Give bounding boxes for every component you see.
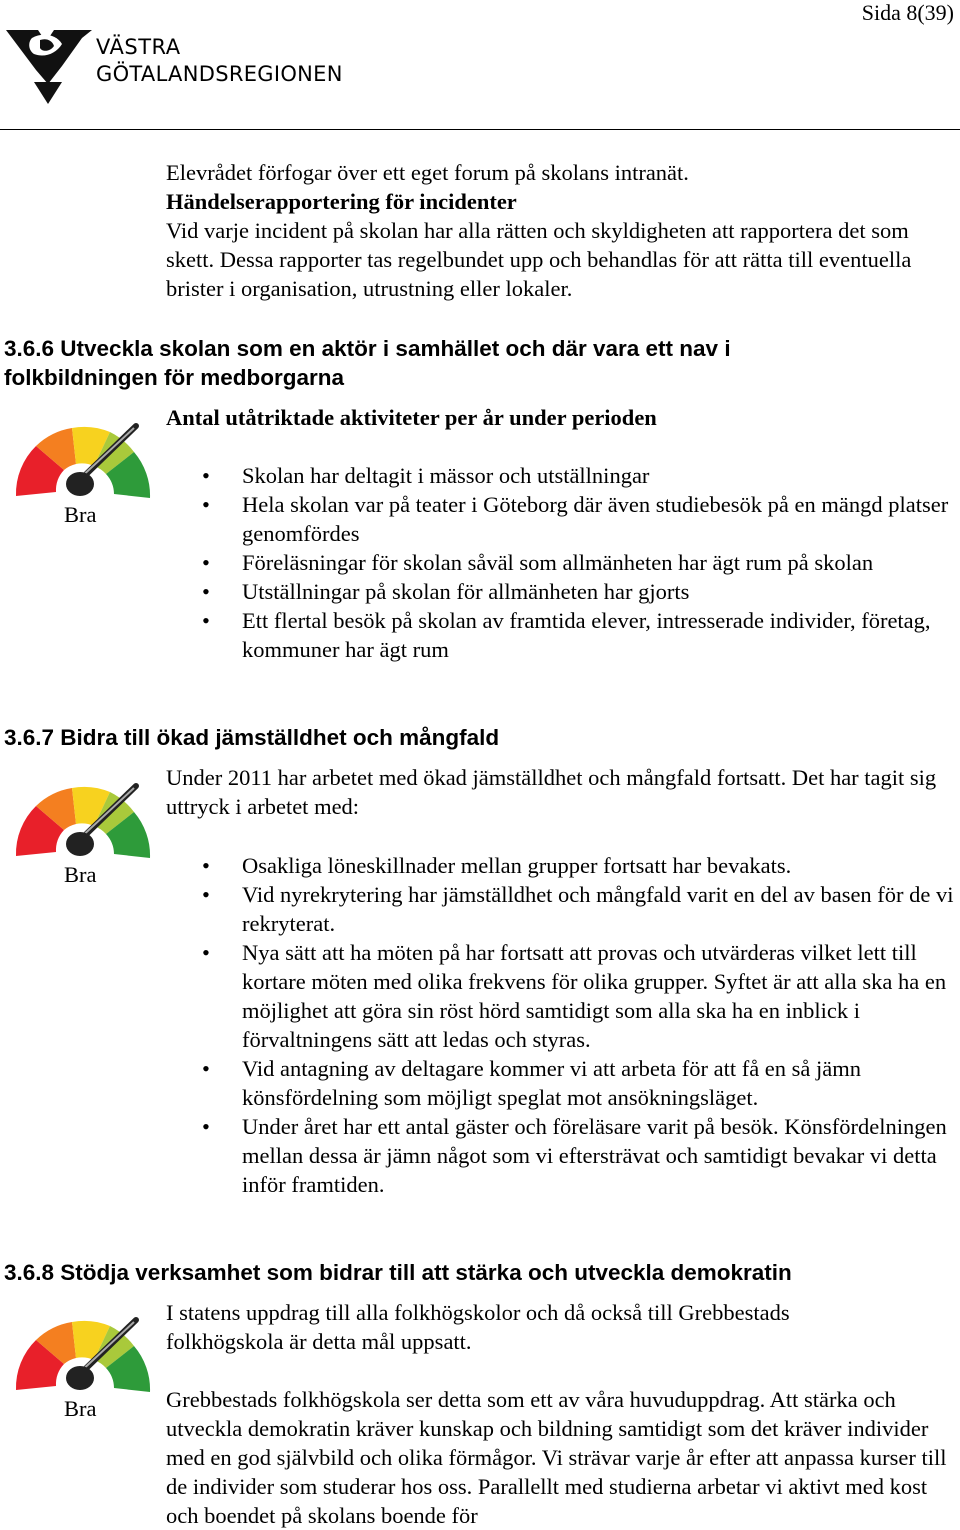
intro-paragraph: Vid varje incident på skolan har alla rätten och skyldigheten att rapportera det som skett. Dessa rapporter tas regelbundet upp och behandlas för att rätta till eventuella brister i organisation, utrustning eller lokaler.	[166, 218, 912, 301]
list-item: • Utställningar på skolan för allmänheten har gjorts	[166, 577, 956, 606]
bullet-list-3-6-7	[166, 851, 956, 1199]
vgr-logo-icon	[4, 24, 94, 106]
list-item: • Hela skolan var på teater i Göteborg där även studiebesök på en mängd platser genomfördes	[166, 490, 956, 548]
section-lead-3-6-6: Antal utåtriktade aktiviteter per år under perioden	[166, 405, 657, 430]
section-heading-3-6-8: 3.6.8 Stödja verksamhet som bidrar till att stärka och utveckla demokratin	[4, 1260, 792, 1285]
vgr-logo	[4, 24, 388, 106]
gauge-label: Bra	[64, 862, 97, 887]
list-item: • Skolan har deltagit i mässor och utställningar	[166, 461, 956, 490]
bullet-list-3-6-6	[166, 461, 956, 664]
intro-line: Elevrådet förfogar över ett eget forum på skolans intranät.	[166, 160, 689, 185]
gauge-icon	[10, 408, 156, 508]
section-lead-3-6-7: Under 2011 har arbetet med ökad jämställdhet och mångfald fortsatt. Det har tagit sig uttryck i arbetet med:	[166, 765, 937, 819]
list-item: • Föreläsningar för skolan såväl som allmänheten har ägt rum på skolan	[166, 548, 956, 577]
section-heading-3-6-7: 3.6.7 Bidra till ökad jämställdhet och mångfald	[4, 725, 500, 750]
gauge-label: Bra	[64, 502, 97, 527]
logo-text-line1: VÄSTRA	[96, 35, 181, 59]
section-lead-3-6-8: I statens uppdrag till alla folkhögskolor och då också till Grebbestads folkhögskola är detta mål uppsatt.	[166, 1300, 790, 1354]
list-item: • Ett flertal besök på skolan av framtida elever, intresserade individer, företag, kommuner har ägt rum	[166, 606, 956, 664]
section-heading-3-6-6: 3.6.6 Utveckla skolan som en aktör i samhället och där vara ett nav i folkbildningen för medborgarna	[4, 336, 731, 390]
list-item: • Nya sätt att ha möten på har fortsatt att provas och utvärderas vilket lett till kortare möten med olika frekvens för olika grupper. Syftet är att alla ska ha en möjlighet att göra sin röst hörd samtidigt som alla ska ha en inblick i förvaltningens sätt att ledas och styras.	[166, 938, 956, 1054]
list-item: • Vid nyrekrytering har jämställdhet och mångfald varit en del av basen för de vi rekryterat.	[166, 880, 956, 938]
list-item: • Osakliga löneskillnader mellan grupper fortsatt har bevakats.	[166, 851, 956, 880]
gauge-icon	[10, 1302, 156, 1402]
logo-text-line2: GÖTALANDSREGIONEN	[96, 62, 343, 86]
gauge-3-6-7	[10, 768, 156, 894]
section-paragraph-3-6-8: Grebbestads folkhögskola ser detta som ett av våra huvuduppdrag. Att stärka och utveckla demokratin kräver kunskap och bildning samtidigt som det kräver individer med en god självbild och olika förmågor. Vi strävar varje år efter att anpassa kurser till de individer som studerar hos oss. Parallellt med studierna arbetar vi aktivt med kost och boendet på skolans boende för	[166, 1387, 947, 1528]
gauge-label: Bra	[64, 1396, 97, 1421]
list-item: • Vid antagning av deltagare kommer vi att arbeta för att få en så jämn könsfördelning som möjligt speglat mot ansökningsläget.	[166, 1054, 956, 1112]
gauge-3-6-8	[10, 1302, 156, 1428]
header-rule	[0, 129, 960, 130]
intro-subheading: Händelserapportering för incidenter	[166, 189, 517, 214]
page-number: Sida 8(39)	[861, 0, 954, 25]
gauge-icon	[10, 768, 156, 868]
gauge-3-6-6	[10, 408, 156, 534]
list-item: • Under året har ett antal gäster och föreläsare varit på besök. Könsfördelningen mellan dessa är jämn något som vi eftersträvat och samtidigt bevakar vi detta inför framtiden.	[166, 1112, 956, 1199]
